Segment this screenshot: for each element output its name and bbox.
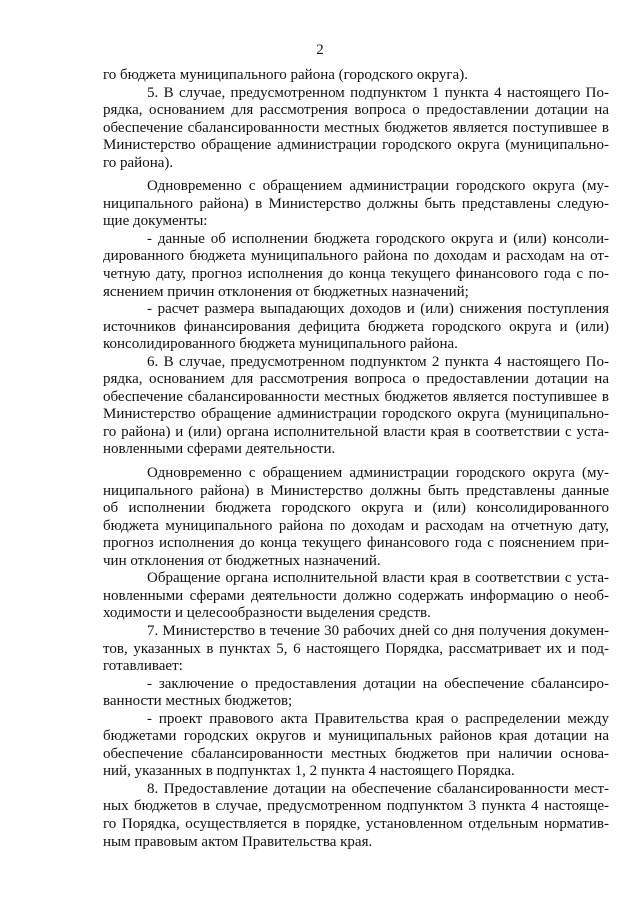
- paragraph-item-7-a: [103, 676, 609, 711]
- text-line: ниципального района) в Министерство должны быть представлены следую-: [103, 195, 609, 212]
- text-line: обеспечение сбалансированности местных бюджетов является поступившее в: [103, 119, 609, 136]
- text-line: 5. В случае, предусмотренном подпунктом 1 пункта 4 настоящего По-: [147, 84, 609, 101]
- text-line: бюджетами городских округов и муниципальных районов края дотации на: [103, 728, 609, 745]
- text-line: рядка, основанием для рассмотрения вопроса о предоставлении дотации на: [103, 371, 609, 388]
- text-line: ванности местных бюджетов;: [103, 693, 293, 710]
- text-line: ниципального района) в Министерство должны быть представлены данные: [103, 482, 609, 499]
- text-line: яснением причин отклонения от бюджетных назначений;: [103, 283, 469, 300]
- text-line: Одновременно с обращением администрации городского округа (му-: [147, 465, 609, 482]
- text-line: готавливает:: [103, 658, 183, 675]
- paragraph-item-6: [103, 354, 609, 459]
- text-line: обеспечение сбалансированности местных бюджетов при наличии основа-: [103, 745, 609, 762]
- paragraph-item-5: [103, 85, 609, 173]
- text-line: новленными сферами деятельности должно содержать информацию о необ-: [103, 587, 609, 604]
- text-line: ходимости и целесообразности выделения средств.: [103, 605, 431, 622]
- text-line: - данные об исполнении бюджета городского округа и (или) консоли-: [147, 230, 609, 247]
- text-line: тов, указанных в пунктах 5, 6 настоящего Порядка, рассматривает их и под-: [103, 640, 609, 657]
- paragraph-continuation: [103, 67, 609, 85]
- text-line: дированного бюджета муниципального района по доходам и расходам на от-: [103, 248, 609, 265]
- text-line: ний, указанных в подпунктах 1, 2 пункта 4 настоящего Порядка.: [103, 763, 515, 780]
- paragraph-item-8: [103, 781, 609, 851]
- paragraph-item-7-b: [103, 711, 609, 781]
- text-line: Обращение органа исполнительной власти края в соответствии с уста-: [147, 570, 609, 587]
- text-line: - заключение о предоставления дотации на обеспечение сбалансиро-: [147, 675, 609, 692]
- paragraph-item-7: [103, 623, 609, 676]
- paragraph-item-5-docs-2: [103, 301, 609, 354]
- text-line: щие документы:: [103, 213, 208, 230]
- text-line: ным правовым актом Правительства края.: [103, 833, 373, 850]
- text-line: новленными сферами деятельности.: [103, 441, 336, 458]
- text-line: 6. В случае, предусмотренном подпунктом 2 пункта 4 настоящего По-: [147, 353, 609, 370]
- paragraph-item-6-organ: [103, 570, 609, 623]
- document-body: [103, 67, 609, 851]
- text-line: 8. Предоставление дотации на обеспечение сбалансированности мест-: [147, 780, 609, 797]
- paragraph-item-6-docs: [103, 465, 609, 570]
- text-line: консолидированного бюджета муниципального района.: [103, 336, 458, 353]
- text-line: го Порядка, осуществляется в порядке, установленном отдельным норматив-: [103, 815, 609, 832]
- text-line: ных бюджетов в случае, предусмотренном подпунктом 3 пункта 4 настояще-: [103, 798, 609, 815]
- text-line: Одновременно с обращением администрации городского округа (му-: [147, 178, 609, 195]
- text-line: рядка, основанием для рассмотрения вопроса о предоставлении дотации на: [103, 102, 609, 119]
- text-line: го бюджета муниципального района (городского округа).: [103, 67, 468, 83]
- text-line: бюджета муниципального района по доходам и расходам на отчетную дату,: [103, 517, 609, 534]
- text-line: - расчет размера выпадающих доходов и (или) снижения поступления: [147, 301, 609, 318]
- page-number: 2: [316, 42, 324, 58]
- paragraph-item-5-docs-1: [103, 231, 609, 301]
- text-line: Министерство обращение администрации городского округа (муниципально-: [103, 406, 609, 423]
- text-line: чин отклонения от бюджетных назначений.: [103, 552, 381, 569]
- text-line: четную дату, прогноз исполнения до конца текущего финансового года с по-: [103, 266, 609, 283]
- paragraph-item-5-docs: [103, 178, 609, 231]
- text-line: го района) и (или) органа исполнительной власти края в соответствии с уста-: [103, 423, 609, 440]
- text-line: го района).: [103, 154, 174, 171]
- text-line: прогноз исполнения до конца текущего финансового года с пояснением при-: [103, 535, 609, 552]
- text-line: обеспечение сбалансированности местных бюджетов является поступившее в: [103, 388, 609, 405]
- text-line: об исполнении бюджета городского округа и (или) консолидированного: [103, 500, 609, 517]
- text-line: - проект правового акта Правительства края о распределении между: [147, 710, 609, 727]
- text-line: Министерство обращение администрации городского округа (муниципально-: [103, 137, 609, 154]
- text-line: источников финансирования дефицита бюджета городского округа и (или): [103, 318, 609, 335]
- text-line: 7. Министерство в течение 30 рабочих дней со дня получения докумен-: [147, 622, 609, 639]
